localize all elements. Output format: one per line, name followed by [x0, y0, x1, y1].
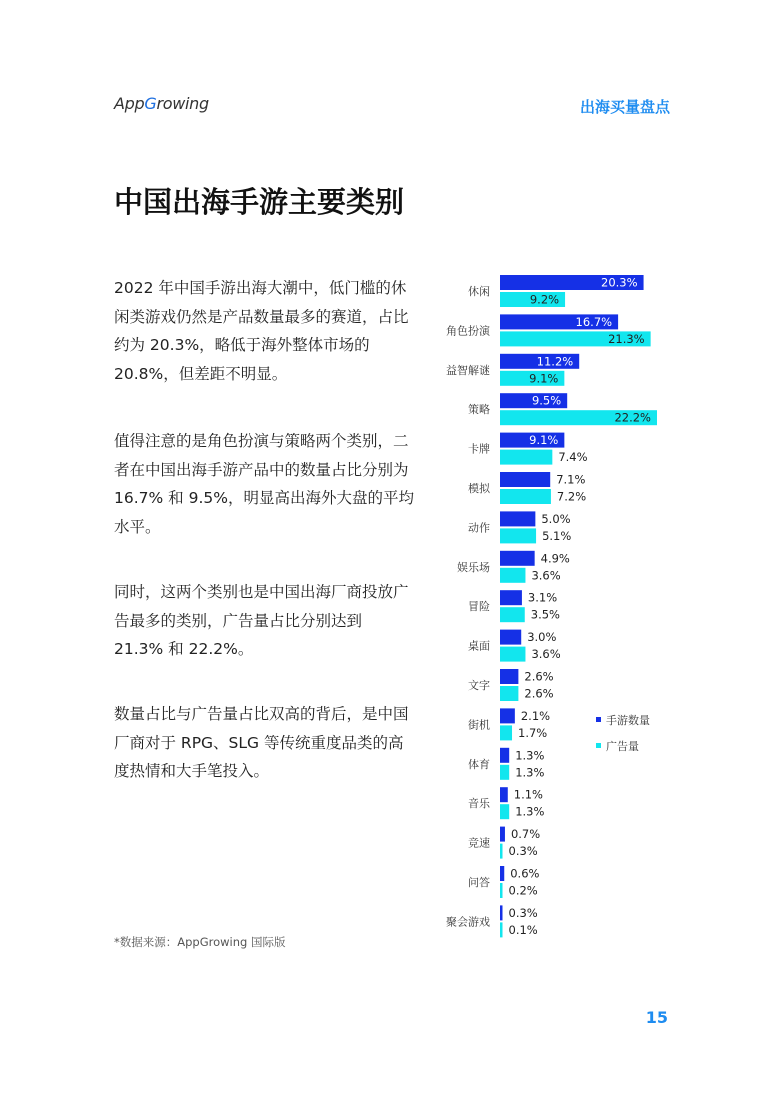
page-title: 中国出海手游主要类别 — [114, 185, 405, 219]
ad-bar — [500, 844, 503, 859]
ad-bar — [500, 725, 512, 740]
value-label: 0.3% — [508, 844, 538, 859]
ad-bar — [500, 765, 509, 780]
ad-bar — [500, 804, 509, 819]
ad-bar — [500, 686, 518, 701]
category-label: 音乐 — [468, 797, 490, 811]
ad-bar — [500, 528, 536, 543]
logo-suffix: rowing — [156, 94, 209, 113]
value-label: 4.9% — [540, 551, 570, 566]
value-label: 21.3% — [608, 331, 645, 346]
count-bar — [500, 905, 503, 920]
paragraph-4: 数量占比与广告量占比双高的背后，是中国厂商对于 RPG、SLG 等传统重度品类的高度热情和大手笔投入。 — [114, 705, 409, 780]
category-label: 动作 — [468, 521, 490, 535]
logo-accent: G — [144, 94, 157, 113]
value-label: 0.2% — [508, 883, 538, 898]
legend-swatch — [596, 717, 601, 722]
value-label: 0.6% — [510, 866, 540, 881]
legend-swatch — [596, 743, 601, 748]
value-label: 7.2% — [556, 489, 587, 504]
count-bar — [500, 511, 535, 526]
count-bar — [500, 472, 550, 487]
value-label: 5.1% — [542, 528, 572, 543]
data-source-note: *数据来源：AppGrowing 国际版 — [114, 935, 286, 949]
category-bar-chart — [430, 268, 690, 948]
value-label: 1.3% — [515, 765, 545, 780]
ad-bar — [500, 568, 525, 583]
value-label: 2.6% — [524, 686, 554, 701]
count-bar — [500, 748, 509, 763]
paragraph-3: 同时，这两个类别也是中国出海厂商投放广告最多的类别，广告量占比分别达到 21.3% 和 22.2%。 — [114, 583, 409, 658]
count-bar — [500, 866, 504, 881]
value-label: 3.5% — [530, 607, 560, 622]
value-label: 20.3% — [601, 275, 638, 290]
value-label: 2.1% — [520, 708, 551, 723]
value-label: 16.7% — [575, 314, 613, 329]
value-label: 22.2% — [614, 410, 651, 425]
count-bar — [500, 787, 508, 802]
value-label: 7.4% — [558, 450, 588, 465]
category-label: 模拟 — [468, 482, 490, 495]
ad-bar — [500, 450, 552, 465]
value-label: 2.6% — [524, 669, 554, 684]
value-label: 1.1% — [513, 787, 543, 802]
value-label: 3.0% — [527, 630, 557, 645]
value-label: 9.5% — [531, 393, 562, 408]
value-label: 0.1% — [508, 922, 538, 937]
category-label: 策略 — [468, 403, 490, 417]
value-label: 11.2% — [536, 354, 574, 369]
value-label: 9.1% — [529, 371, 559, 386]
category-label: 冒险 — [468, 600, 490, 614]
value-label: 1.7% — [518, 725, 548, 740]
count-bar — [500, 590, 522, 605]
ad-bar — [500, 922, 503, 937]
paragraph-1: 2022 年中国手游出海大潮中，低门槛的休闲类游戏仍然是产品数量最多的赛道，占比约为 20.3%，略低于海外整体市场的 20.8%，但差距不明显。 — [114, 279, 409, 383]
value-label: 0.3% — [508, 905, 538, 920]
value-label: 1.3% — [515, 804, 545, 819]
category-label: 聚会游戏 — [446, 915, 490, 929]
count-bar — [500, 551, 535, 566]
value-label: 0.7% — [510, 827, 541, 842]
paragraph-2: 值得注意的是角色扮演与策略两个类别，二者在中国出海手游产品中的数量占比分别为 16.7% 和 9.5%，明显高出海外大盘的平均水平。 — [114, 432, 414, 536]
category-label: 问答 — [468, 876, 490, 889]
category-label: 卡牌 — [468, 442, 490, 456]
value-label: 7.1% — [556, 472, 586, 487]
ad-bar — [500, 883, 503, 898]
category-label: 娱乐场 — [457, 560, 490, 574]
ad-bar — [500, 647, 525, 662]
category-label: 体育 — [468, 757, 490, 771]
count-bar — [500, 827, 505, 842]
value-label: 1.3% — [515, 748, 545, 763]
ad-bar — [500, 489, 551, 504]
value-label: 3.6% — [531, 568, 561, 583]
legend-label: 手游数量 — [606, 714, 650, 727]
page-number: 15 — [645, 1008, 668, 1027]
ad-bar — [500, 607, 525, 622]
count-bar — [500, 708, 515, 723]
value-label: 3.1% — [527, 590, 558, 605]
count-bar — [500, 630, 521, 645]
value-label: 9.1% — [529, 433, 559, 448]
section-label: 出海买量盘点 — [579, 98, 670, 116]
category-label: 休闲 — [468, 285, 490, 298]
category-label: 竞速 — [468, 836, 490, 850]
legend-label: 广告量 — [606, 740, 639, 753]
category-label: 街机 — [468, 718, 490, 732]
category-label: 桌面 — [468, 639, 490, 653]
value-label: 3.6% — [531, 647, 561, 662]
logo-prefix: App — [114, 94, 145, 113]
category-label: 角色扮演 — [446, 324, 490, 338]
count-bar — [500, 669, 518, 684]
value-label: 9.2% — [529, 292, 560, 307]
appgrowing-logo — [114, 94, 209, 113]
category-label: 益智解谜 — [446, 363, 490, 377]
value-label: 5.0% — [541, 511, 571, 526]
category-label: 文字 — [468, 679, 490, 692]
